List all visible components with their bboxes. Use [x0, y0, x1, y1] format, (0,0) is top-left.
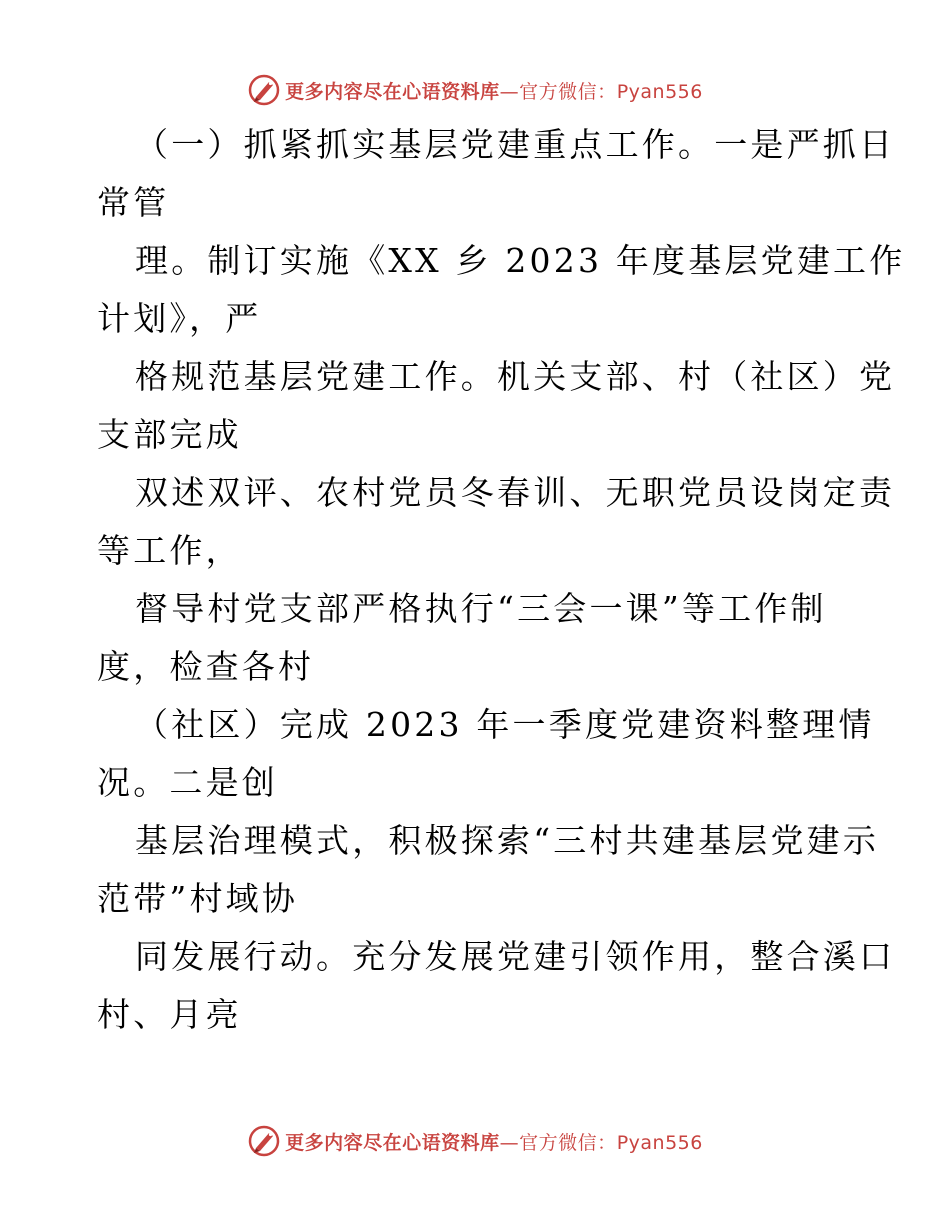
text-line: 常管: [97, 183, 170, 222]
watermark-label: 官方微信：: [519, 80, 617, 103]
text-line: 度，检查各村: [97, 647, 315, 686]
pen-logo-icon: [247, 1124, 281, 1158]
watermark-main: 更多内容尽在心语资料库: [285, 80, 500, 103]
text-line: （社区）完成 2023 年一季度党建资料整理情: [135, 705, 875, 744]
header-watermark: [0, 72, 950, 108]
watermark-main: 更多内容尽在心语资料库: [285, 1131, 500, 1154]
text-line: 同发展行动。充分发展党建引领作用，整合溪口: [135, 937, 896, 976]
text-line: 格规范基层党建工作。机关支部、村（社区）党: [135, 357, 896, 396]
text-line: 范带”村域协: [97, 879, 299, 918]
text-line: 等工作，: [97, 531, 242, 570]
watermark-text: [285, 1128, 703, 1155]
text-line: 理。制订实施《XX 乡 2023 年度基层党建工作: [135, 241, 906, 280]
text-line: 双述双评、农村党员冬春训、无职党员设岗定责: [135, 473, 896, 512]
text-line: 基层治理模式，积极探索“三村共建基层党建示: [135, 821, 880, 860]
watermark-label: 官方微信：: [519, 1131, 617, 1154]
footer-watermark: [0, 1123, 950, 1159]
watermark-text: [285, 77, 703, 104]
pen-logo-icon: [247, 73, 281, 107]
watermark-separator: —: [499, 80, 520, 103]
text-line: 村、月亮: [97, 995, 242, 1034]
text-line: 况。二是创: [97, 763, 278, 802]
watermark-separator: —: [499, 1131, 520, 1154]
text-line: 计划》，严: [97, 299, 262, 338]
text-line: （一）抓紧抓实基层党建重点工作。一是严抓日: [135, 125, 896, 164]
text-line: 督导村党支部严格执行“三会一课”等工作制: [135, 589, 827, 628]
text-line: 支部完成: [97, 415, 242, 454]
watermark-account: Pyan556: [616, 80, 703, 103]
document-body: [97, 116, 906, 1044]
watermark-account: Pyan556: [616, 1131, 703, 1154]
